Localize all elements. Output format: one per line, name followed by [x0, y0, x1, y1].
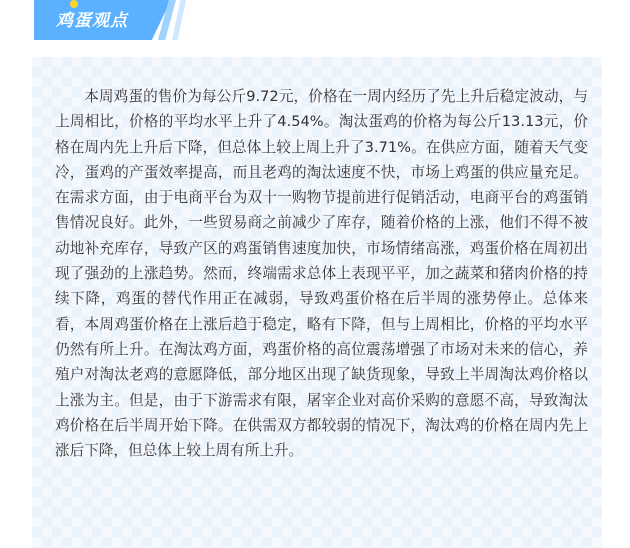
section-header	[34, 0, 194, 40]
section-title: 鸡蛋观点	[56, 11, 128, 31]
article-paragraph: 本周鸡蛋的售价为每公斤9.72元，价格在一周内经历了先上升后稳定波动，与上周相比，价格的平均水平上升了4.54%。淘汰蛋鸡的价格为每公斤13.13元，价格在周内先上升后下降，但总体上较上周上升了3.71%。在供应方面，随着天气变冷，蛋鸡的产蛋效率提高，而且老鸡的淘汰速度不快，市场上鸡蛋的供应量充足。在需求方面，由于电商平台为双十一购物节提前进行促销活动，电商平台的鸡蛋销售情况良好。此外，一些贸易商之前减少了库存，随着价格的上涨，他们不得不被动地补充库存，导致产区的鸡蛋销售速度加快，市场情绪高涨，鸡蛋价格在周初出现了强劲的上涨趋势。然而，终端需求总体上表现平平，加之蔬菜和猪肉价格的持续下降，鸡蛋的替代作用正在减弱，导致鸡蛋价格在后半周的涨势停止。总体来看，本周鸡蛋价格在上涨后趋于稳定，略有下降，但与上周相比，价格的平均水平仍然有所上升。在淘汰鸡方面，鸡蛋价格的高位震荡增强了市场对未来的信心，养殖户对淘汰老鸡的意愿降低，部分地区出现了缺货现象，导致上半周淘汰鸡价格以上涨为主。但是，由于下游需求有限，屠宰企业对高价采购的意愿不高，导致淘汰鸡价格在后半周开始下降。在供需双方都较弱的情况下，淘汰鸡的价格在周内先上涨后下降，但总体上较上周有所上升。	[55, 88, 588, 460]
